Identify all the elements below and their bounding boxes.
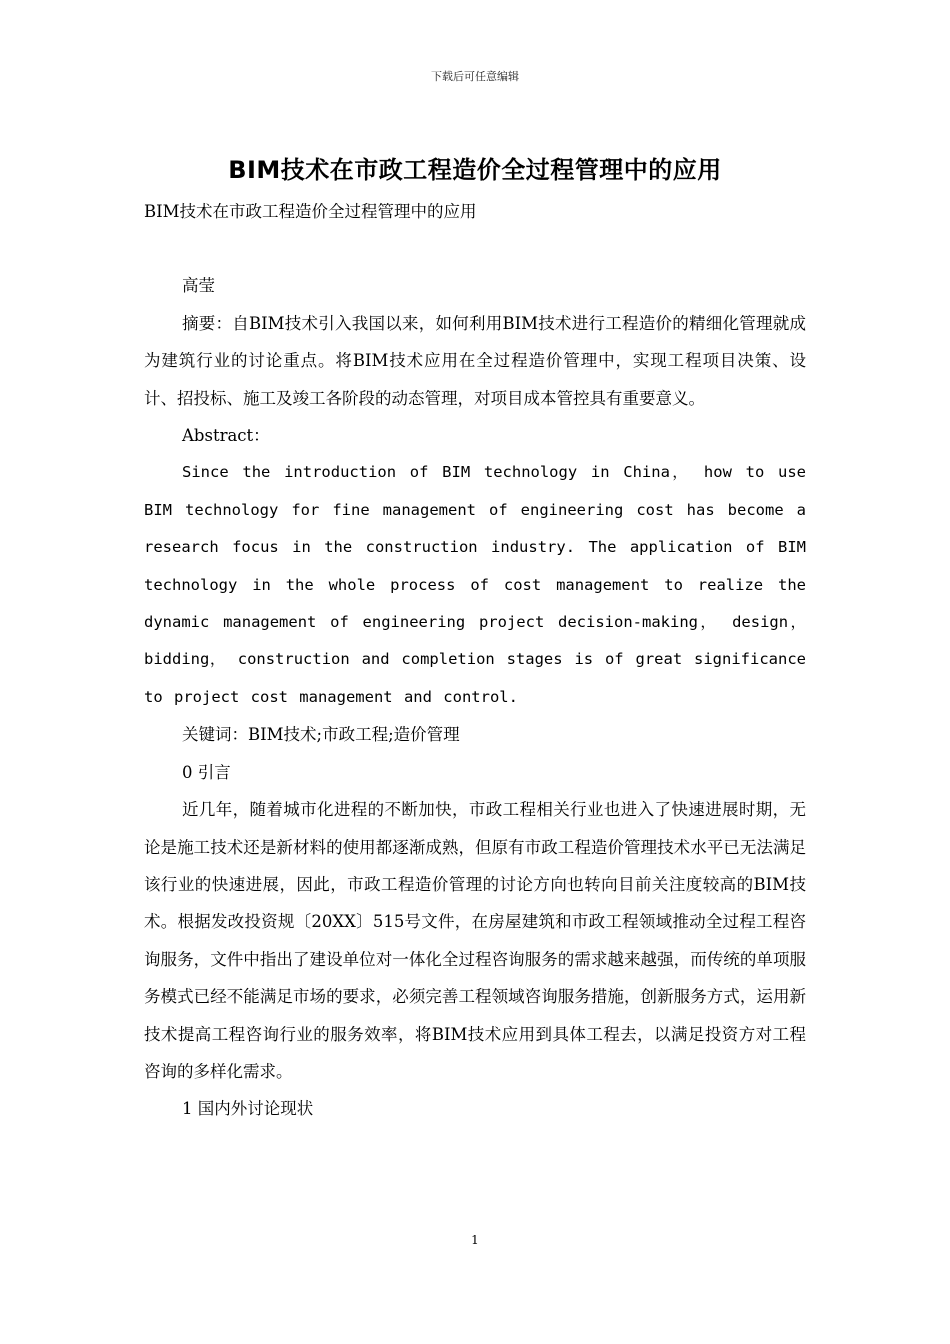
document-subtitle: BIM技术在市政工程造价全过程管理中的应用 [144,202,477,221]
abstract-english-label: Abstract： [182,426,270,446]
author-name: 高莹 [182,276,215,296]
section-heading-introduction: 0 引言 [182,762,231,782]
section-heading-research-status: 1 国内外讨论现状 [182,1099,314,1119]
abstract-chinese: 摘要：自BIM技术引入我国以来，如何利用BIM技术进行工程造价的精细化管理就成为建筑行业的讨论重点。将BIM技术应用在全过程造价管理中，实现工程项目决策、设计、招投标、施工及竣工各阶段的动态管理，对项目成本管控具有重要意义。 [144,313,806,408]
document-title: BIM技术在市政工程造价全过程管理中的应用 [228,156,722,184]
abstract-english: Since the introduction of BIM technology in China， how to use BIM technology for fine management of engineering cost has become a research focus in the construction industry. The application of BIM technology in the whole process of cost management to realize the dynamic management of engineering project decision-making， design， bidding， construction and completion stages is of great significance to project cost management and control. [144,463,806,706]
page-number: 1 [471,1233,479,1247]
keywords: 关键词：BIM技术;市政工程;造价管理 [182,725,460,745]
document-body [144,193,806,1128]
blank-line [144,230,806,267]
page-header-note: 下载后可任意编辑 [431,70,519,83]
section-body-introduction: 近几年，随着城市化进程的不断加快，市政工程相关行业也进入了快速进展时期，无论是施工技术还是新材料的使用都逐渐成熟，但原有市政工程造价管理技术水平已无法满足该行业的快速进展，因此，市政工程造价管理的讨论方向也转向目前关注度较高的BIM技术。根据发改投资规〔20XX〕515号文件，在房屋建筑和市政工程领域推动全过程工程咨询服务，文件中指出了建设单位对一体化全过程咨询服务的需求越来越强，而传统的单项服务模式已经不能满足市场的要求，必须完善工程领域咨询服务措施，创新服务方式，运用新技术提高工程咨询行业的服务效率，将BIM技术应用到具体工程去，以满足投资方对工程咨询的多样化需求。 [144,800,806,1081]
